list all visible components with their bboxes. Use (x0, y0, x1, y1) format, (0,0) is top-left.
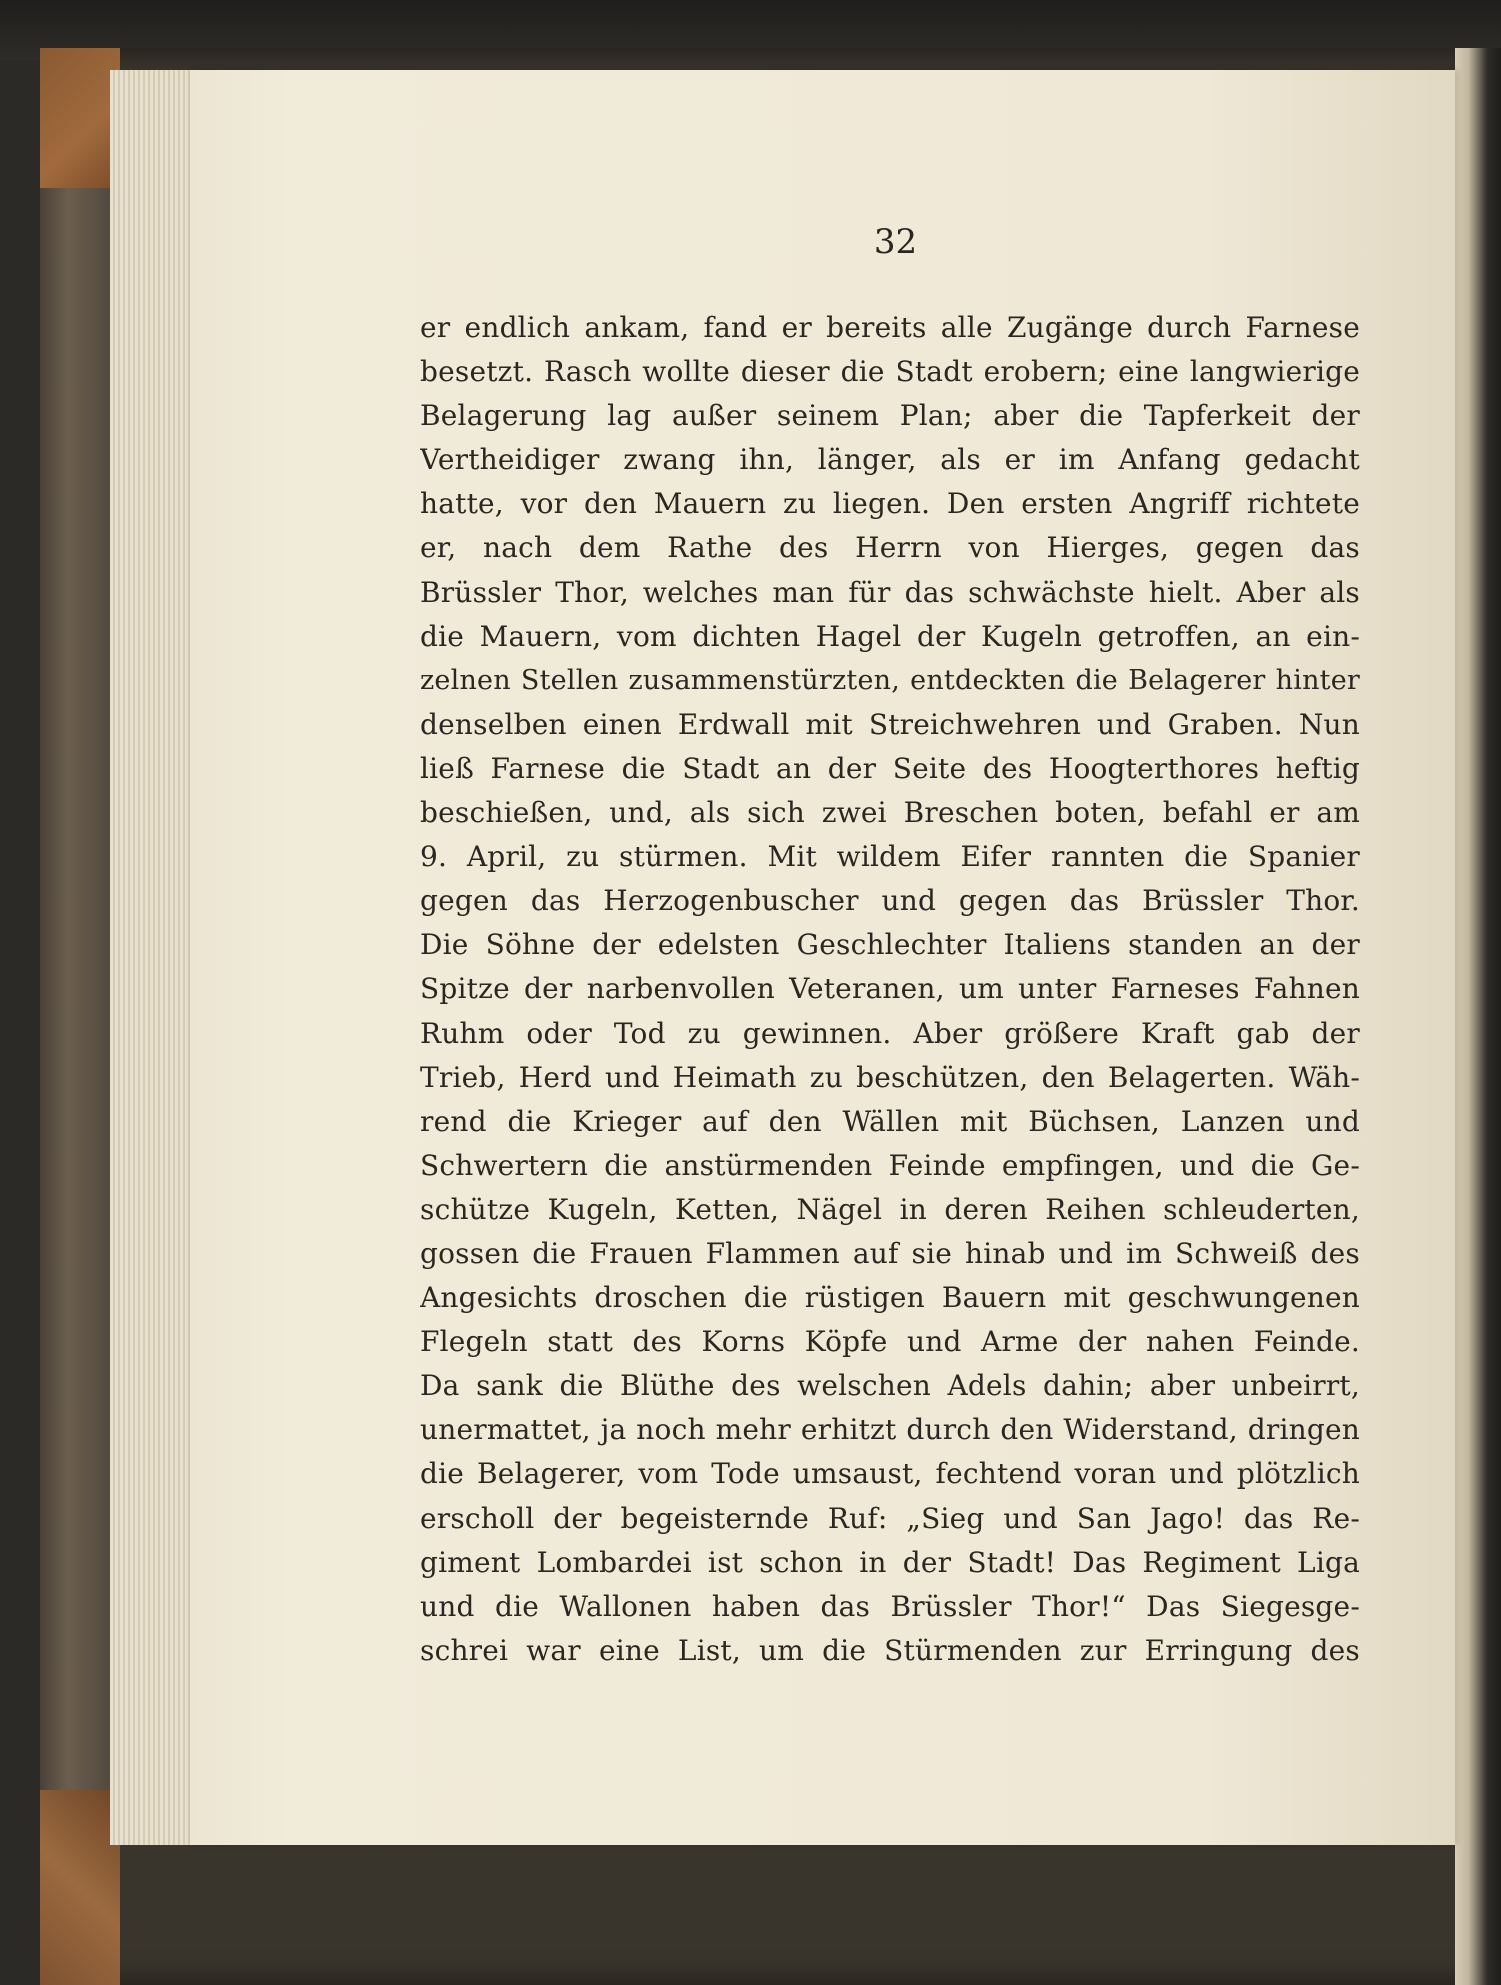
text-line: erscholl der begeisternde Ruf: „Sieg und San Jago! das Re- (420, 1501, 1360, 1535)
page-edges (110, 70, 200, 1845)
text-line: giment Lombardei ist schon in der Stadt! Das Regiment Liga (420, 1545, 1360, 1579)
text-line: er endlich ankam, fand er bereits alle Zugänge durch Farnese (420, 311, 1360, 344)
text-line: er, nach dem Rathe des Herrn von Hierges, gegen das (420, 531, 1360, 565)
body-text (420, 306, 1360, 1666)
text-line: Flegeln statt des Korns Köpfe und Arme der nahen Feinde. (420, 1325, 1360, 1359)
text-line: schütze Kugeln, Ketten, Nägel in deren Reihen schleuderten, (420, 1192, 1360, 1226)
text-line: denselben einen Erdwall mit Streichwehren und Graben. Nun (420, 707, 1360, 741)
text-line: 9. April, zu stürmen. Mit wildem Eifer rannten die Spanier (420, 840, 1360, 874)
text-line: schrei war eine List, um die Stürmenden zur Erringung des (420, 1633, 1360, 1667)
book-cover-spine-edge (40, 48, 112, 1985)
text-line: Brüssler Thor, welches man für das schwächste hielt. Aber als (420, 575, 1360, 609)
text-line: hatte, vor den Mauern zu liegen. Den ersten Angriff richtete (420, 487, 1360, 521)
text-line: Schwertern die anstürmenden Feinde empfingen, und die Ge- (420, 1148, 1360, 1182)
text-line: besetzt. Rasch wollte dieser die Stadt erobern; eine langwierige (420, 355, 1360, 389)
leather-corner-bottom (40, 1790, 120, 1985)
book-gutter (1455, 48, 1501, 1985)
text-line: gossen die Frauen Flammen auf sie hinab und im Schweiß des (420, 1236, 1360, 1270)
text-line: Die Söhne der edelsten Geschlechter Italiens standen an der (420, 928, 1360, 962)
text-line: Angesichts droschen die rüstigen Bauern mit geschwungenen (420, 1281, 1360, 1315)
text-line: und die Wallonen haben das Brüssler Thor!“ Das Siegesge- (420, 1589, 1360, 1623)
text-line: Vertheidiger zwang ihn, länger, als er im Anfang gedacht (420, 443, 1360, 477)
text-line: Da sank die Blüthe des welschen Adels dahin; aber unbeirrt, (420, 1369, 1360, 1403)
text-line: Ruhm oder Tod zu gewinnen. Aber größere Kraft gab der (420, 1016, 1360, 1050)
text-line: die Belagerer, vom Tode umsaust, fechtend voran und plötzlich (420, 1457, 1360, 1491)
text-line: Trieb, Herd und Heimath zu beschützen, den Belagerten. Wäh- (420, 1060, 1360, 1094)
text-line: gegen das Herzogenbuscher und gegen das Brüssler Thor. (420, 884, 1360, 918)
text-line: ließ Farnese die Stadt an der Seite des Hoogterthores heftig (420, 751, 1360, 785)
text-line: Belagerung lag außer seinem Plan; aber die Tapferkeit der (420, 399, 1360, 433)
page-number: 32 (873, 222, 918, 262)
leather-corner-top (40, 48, 120, 188)
text-line: beschießen, und, als sich zwei Breschen boten, befahl er am (420, 796, 1360, 830)
text-line: unermattet, ja noch mehr erhitzt durch den Widerstand, dringen (420, 1413, 1360, 1447)
text-line: Spitze der narbenvollen Veteranen, um unter Farneses Fahnen (420, 972, 1360, 1006)
text-line: die Mauern, vom dichten Hagel der Kugeln getroffen, an ein- (420, 619, 1360, 653)
text-line: zelnen Stellen zusammenstürzten, entdeckten die Belagerer hinter (420, 664, 1360, 696)
text-line: rend die Krieger auf den Wällen mit Büchsen, Lanzen und (420, 1104, 1360, 1138)
